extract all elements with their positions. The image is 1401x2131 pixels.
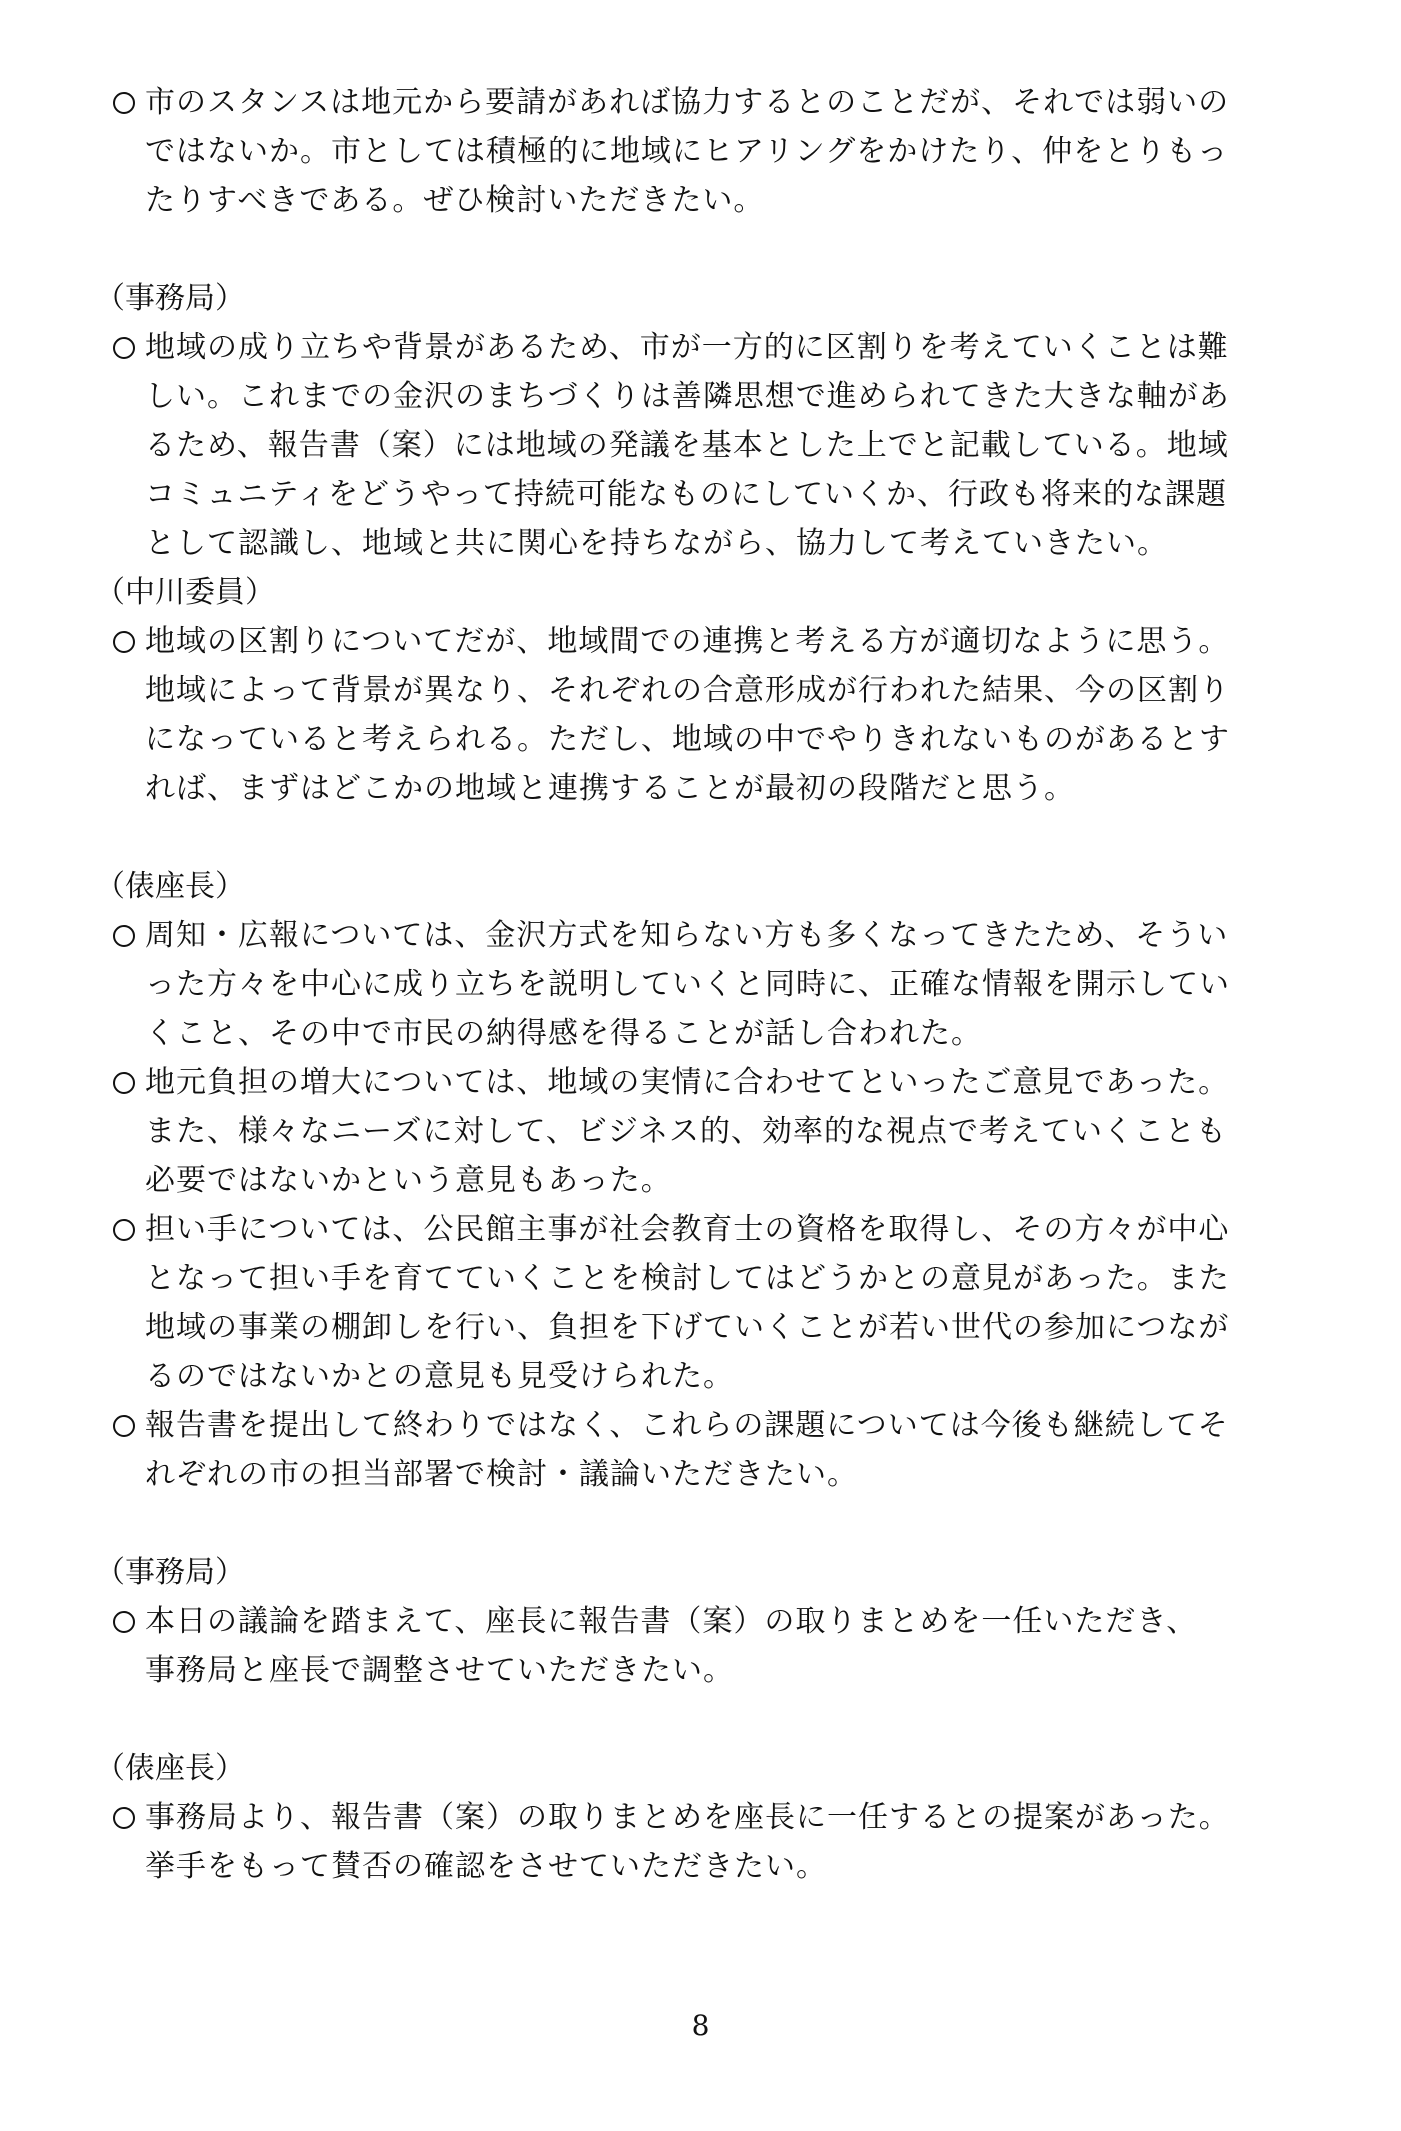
statement-paragraph [95, 911, 1325, 1058]
circle-bullet-icon [109, 1401, 139, 1450]
text-line: しい。これまでの金沢のまちづくりは善隣思想で進められてきた大きな軸があ [145, 379, 1230, 414]
statement-paragraph [95, 1793, 1325, 1891]
text-line: 市のスタンスは地元から要請があれば協力するとのことだが、それでは弱いの [145, 85, 1230, 120]
text-line: 挙手をもって賛否の確認をさせていただきたい。 [145, 1849, 827, 1884]
speaker-label: （中川委員） [95, 575, 275, 610]
document-body [95, 78, 1325, 1891]
speaker-label: （俵座長） [95, 869, 245, 904]
speaker-label: （俵座長） [95, 1751, 245, 1786]
circle-bullet-icon [109, 1058, 139, 1107]
page-number: 8 [691, 2009, 710, 2042]
blank-line [95, 225, 1325, 274]
text-line: 担い手については、公民館主事が社会教育士の資格を取得し、その方々が中心 [145, 1212, 1230, 1247]
circle-bullet-icon [109, 1793, 139, 1842]
statement-paragraph [95, 78, 1325, 225]
circle-bullet-icon [109, 1597, 139, 1646]
text-line: また、様々なニーズに対して、ビジネス的、効率的な視点で考えていくことも [145, 1114, 1227, 1149]
blank-line [95, 813, 1325, 862]
text-line: 事務局より、報告書（案）の取りまとめを座長に一任するとの提案があった。 [145, 1800, 1230, 1835]
text-line: るのではないかとの意見も見受けられた。 [145, 1359, 734, 1394]
speaker-label: （事務局） [95, 281, 245, 316]
text-line: 地元負担の増大については、地域の実情に合わせてといったご意見であった。 [145, 1065, 1230, 1100]
text-line: 必要ではないかという意見もあった。 [145, 1163, 672, 1198]
statement-paragraph [95, 1401, 1325, 1499]
text-line: れば、まずはどこかの地域と連携することが最初の段階だと思う。 [145, 771, 1075, 806]
statement-paragraph [95, 1058, 1325, 1205]
statement-paragraph [95, 617, 1325, 813]
statement-paragraph [95, 1597, 1325, 1695]
text-line: 周知・広報については、金沢方式を知らない方も多くなってきたため、そうい [145, 918, 1229, 953]
circle-bullet-icon [109, 1205, 139, 1254]
blank-line [95, 1695, 1325, 1744]
statement-paragraph [95, 1205, 1325, 1401]
text-line: 地域の成り立ちや背景があるため、市が一方的に区割りを考えていくことは難 [145, 330, 1229, 365]
circle-bullet-icon [109, 323, 139, 372]
text-line: 地域の事業の棚卸しを行い、負担を下げていくことが若い世代の参加につなが [145, 1310, 1230, 1345]
circle-bullet-icon [109, 911, 139, 960]
text-line: 事務局と座長で調整させていただきたい。 [145, 1653, 734, 1688]
text-line: コミュニティをどうやって持続可能なものにしていくか、行政も将来的な課題 [145, 477, 1227, 512]
text-line: 報告書を提出して終わりではなく、これらの課題については今後も継続してそ [145, 1408, 1229, 1443]
text-line: として認識し、地域と共に関心を持ちながら、協力して考えていきたい。 [145, 526, 1168, 561]
statement-paragraph [95, 323, 1325, 568]
text-line: 本日の議論を踏まえて、座長に報告書（案）の取りまとめを一任いただき、 [145, 1604, 1198, 1639]
speaker-label: （事務局） [95, 1555, 245, 1590]
text-line: 地域によって背景が異なり、それぞれの合意形成が行われた結果、今の区割り [145, 673, 1230, 708]
text-line: となって担い手を育てていくことを検討してはどうかとの意見があった。また [145, 1261, 1230, 1296]
text-line: るため、報告書（案）には地域の発議を基本とした上でと記載している。地域 [145, 428, 1229, 463]
text-line: になっていると考えられる。ただし、地域の中でやりきれないものがあるとす [145, 722, 1230, 757]
circle-bullet-icon [109, 617, 139, 666]
blank-line [95, 1499, 1325, 1548]
text-line: くこと、その中で市民の納得感を得ることが話し合われた。 [145, 1016, 982, 1051]
text-line: たりすべきである。ぜひ検討いただきたい。 [145, 183, 765, 218]
circle-bullet-icon [109, 78, 139, 127]
text-line: った方々を中心に成り立ちを説明していくと同時に、正確な情報を開示してい [145, 967, 1230, 1002]
text-line: ではないか。市としては積極的に地域にヒアリングをかけたり、仲をとりもっ [145, 134, 1229, 169]
text-line: れぞれの市の担当部署で検討・議論いただきたい。 [145, 1457, 858, 1492]
text-line: 地域の区割りについてだが、地域間での連携と考える方が適切なように思う。 [145, 624, 1230, 659]
